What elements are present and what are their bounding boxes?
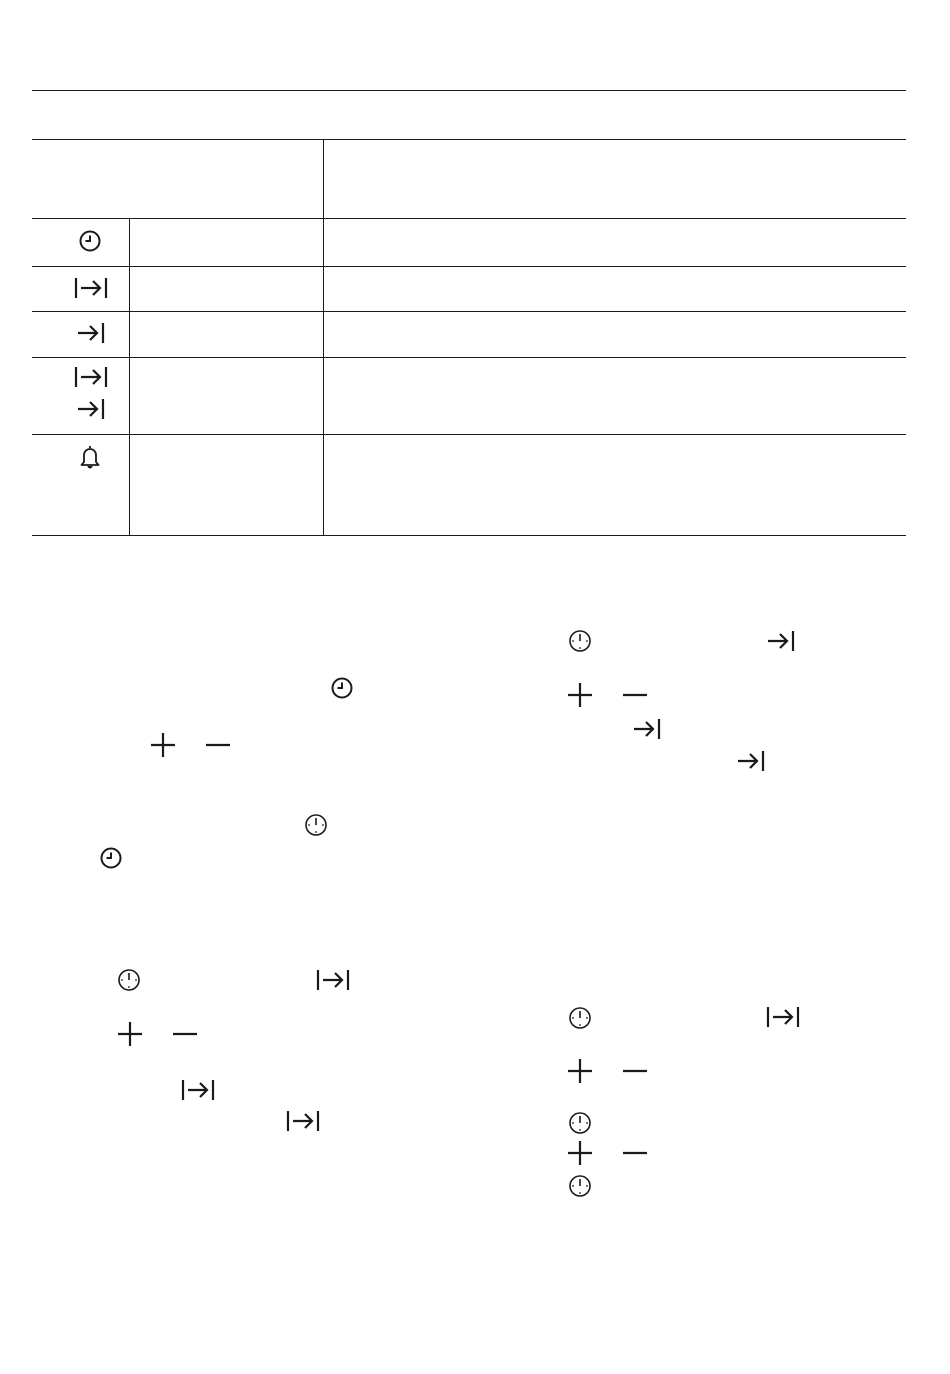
table-row-divider bbox=[32, 434, 906, 435]
minus-icon bbox=[622, 1140, 648, 1166]
clock-icon bbox=[330, 676, 354, 700]
plus-icon bbox=[150, 732, 176, 758]
plus-icon bbox=[567, 682, 593, 708]
duration-icon bbox=[181, 1078, 215, 1102]
table-bottom-border bbox=[32, 535, 906, 536]
clock-icon bbox=[78, 229, 102, 253]
clock-press-icon bbox=[117, 968, 141, 992]
clock-press-icon bbox=[568, 1006, 592, 1030]
table-top-border bbox=[32, 139, 906, 140]
table-row-divider bbox=[32, 311, 906, 312]
table-row-divider bbox=[32, 266, 906, 267]
minus-icon bbox=[622, 1058, 648, 1084]
table-header-border bbox=[32, 218, 906, 219]
clock-icon bbox=[99, 846, 123, 870]
plus-icon bbox=[567, 1058, 593, 1084]
duration-icon bbox=[74, 276, 108, 300]
clock-press-icon bbox=[568, 1174, 592, 1198]
duration-icon bbox=[766, 1005, 800, 1029]
minus-icon bbox=[622, 682, 648, 708]
plus-icon bbox=[117, 1021, 143, 1047]
end-time-icon bbox=[632, 717, 662, 741]
minus-icon bbox=[172, 1021, 198, 1047]
table-column-divider bbox=[129, 218, 130, 535]
clock-press-icon bbox=[568, 1111, 592, 1135]
duration-icon bbox=[316, 968, 350, 992]
bell-icon bbox=[79, 444, 101, 470]
end-time-icon bbox=[76, 397, 106, 421]
table-row-divider bbox=[32, 357, 906, 358]
duration-icon bbox=[74, 365, 108, 389]
end-time-icon bbox=[766, 629, 796, 653]
plus-icon bbox=[567, 1140, 593, 1166]
end-time-icon bbox=[736, 749, 766, 773]
clock-press-icon bbox=[304, 813, 328, 837]
clock-press-icon bbox=[568, 629, 592, 653]
minus-icon bbox=[205, 732, 231, 758]
duration-icon bbox=[286, 1109, 320, 1133]
end-time-icon bbox=[76, 321, 106, 345]
table-column-divider bbox=[323, 139, 324, 535]
top-rule bbox=[32, 90, 906, 91]
